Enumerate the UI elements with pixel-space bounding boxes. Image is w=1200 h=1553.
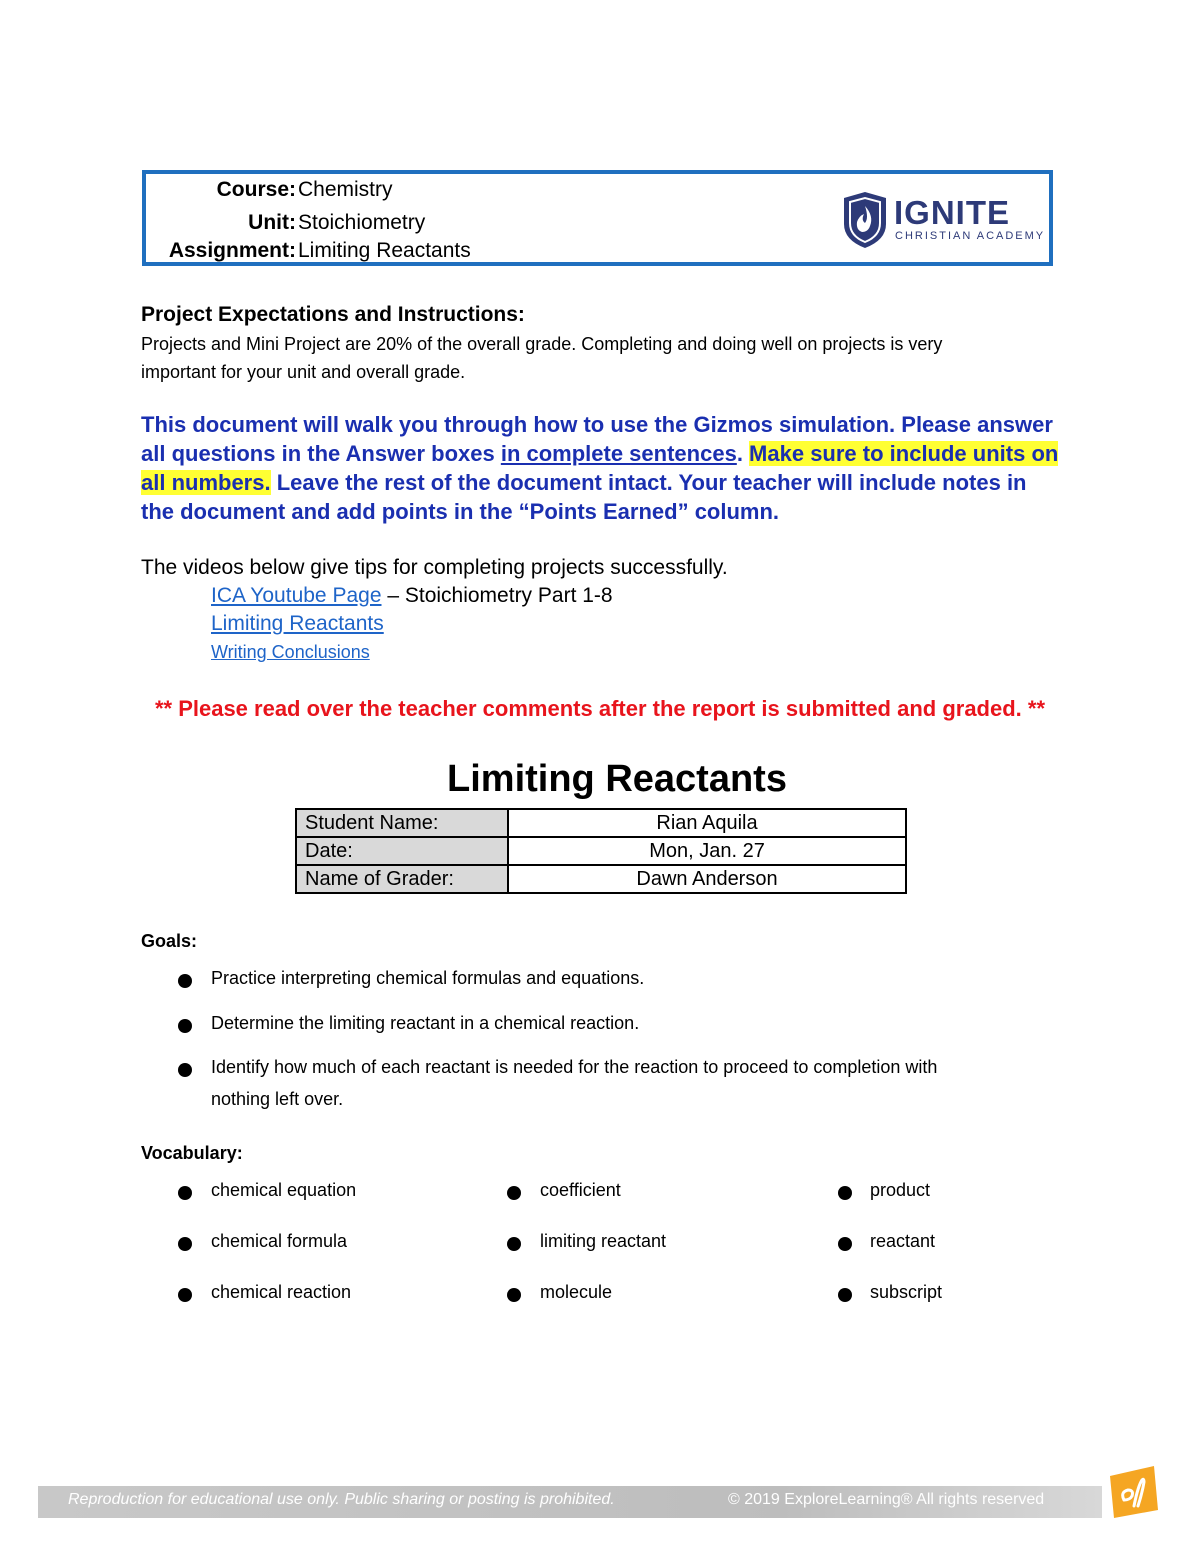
ica-youtube-suffix: – Stoichiometry Part 1-8 [381, 584, 613, 607]
expectations-line-2: important for your unit and overall grade. [141, 362, 466, 382]
logo-name: IGNITE [894, 194, 1011, 231]
video-link-row-3 [211, 642, 370, 663]
student-name-label: Student Name: [296, 809, 508, 837]
vocab-item: subscript [870, 1282, 943, 1302]
bullet-icon [507, 1186, 521, 1200]
instruction-underlined: in complete sentences [500, 441, 737, 466]
instruction-part-1: This document will walk you through how to use the Gizmos simulation. Please answer all questions in the Answer boxes [141, 412, 1053, 466]
grader-label: Name of Grader: [296, 865, 508, 893]
writing-conclusions-link[interactable]: Writing Conclusions [211, 642, 370, 662]
vocab-item: product [870, 1180, 931, 1200]
explorelearning-logo-icon [1104, 1462, 1162, 1522]
flame-shield-icon [840, 190, 890, 250]
vocab-item: chemical reaction [211, 1282, 352, 1302]
table-row [296, 865, 906, 893]
instruction-part-5: Leave the rest of the document intact. Your teacher will include notes in the document and add points in the “Points Earned” column. [141, 470, 1027, 524]
bullet-icon [178, 1186, 192, 1200]
limiting-reactants-link[interactable]: Limiting Reactants [211, 612, 384, 635]
goal-item-1: Practice interpreting chemical formulas and equations. [211, 968, 645, 988]
vocab-item: limiting reactant [540, 1231, 667, 1251]
vocab-item: coefficient [540, 1180, 621, 1200]
unit-row [146, 211, 746, 241]
vocab-item: reactant [870, 1231, 936, 1251]
footer-bar [38, 1486, 1102, 1518]
student-name-value[interactable]: Rian Aquila [508, 809, 906, 837]
goal-item-3-continued: nothing left over. [211, 1089, 344, 1109]
goal-item-2: Determine the limiting reactant in a chemical reaction. [211, 1013, 640, 1033]
bullet-icon [178, 1063, 192, 1077]
videos-intro: The videos below give tips for completing projects successfully. [141, 556, 728, 579]
assignment-label: Assignment: [168, 239, 296, 262]
bullet-icon [838, 1237, 852, 1251]
expectations-line-1: Projects and Mini Project are 20% of the overall grade. Completing and doing well on projects is very [141, 334, 943, 354]
bullet-icon [178, 974, 192, 988]
table-row [296, 809, 906, 837]
date-value[interactable]: Mon, Jan. 27 [508, 837, 906, 865]
bullet-icon [507, 1237, 521, 1251]
bullet-icon [178, 1019, 192, 1033]
goals-heading: Goals: [141, 931, 198, 951]
vocabulary-heading: Vocabulary: [141, 1143, 243, 1163]
unit-value: Stoichiometry [298, 211, 426, 234]
grader-value[interactable]: Dawn Anderson [508, 865, 906, 893]
course-row [146, 178, 746, 208]
course-label: Course: [216, 178, 296, 201]
expectations-heading: Project Expectations and Instructions: [141, 303, 525, 326]
ignite-logo [838, 190, 1046, 250]
bullet-icon [507, 1288, 521, 1302]
vocab-item: molecule [540, 1282, 613, 1302]
bullet-icon [178, 1237, 192, 1251]
video-link-row-2 [211, 612, 384, 636]
unit-label: Unit: [248, 211, 296, 234]
bullet-icon [838, 1288, 852, 1302]
logo-subtitle: CHRISTIAN ACADEMY [895, 230, 1046, 242]
footer-copyright: © 2019 ExploreLearning® All rights reserved [728, 1491, 1045, 1508]
teacher-comments-notice: ** Please read over the teacher comments after the report is submitted and graded. ** [154, 696, 1046, 721]
student-info-table [295, 808, 907, 894]
bullet-icon [178, 1288, 192, 1302]
instruction-highlight: Make sure to include units on all numbers. [141, 441, 1059, 495]
video-link-row-1 [211, 584, 613, 608]
instruction-block [141, 410, 1061, 526]
goal-item-3: Identify how much of each reactant is needed for the reaction to proceed to completion with [211, 1057, 938, 1077]
table-row [296, 837, 906, 865]
course-value: Chemistry [298, 178, 393, 201]
vocab-item: chemical equation [211, 1180, 357, 1200]
ica-youtube-link[interactable]: ICA Youtube Page [211, 584, 382, 607]
vocab-item: chemical formula [211, 1231, 348, 1251]
bullet-icon [838, 1186, 852, 1200]
assignment-row [146, 239, 746, 269]
assignment-value: Limiting Reactants [298, 239, 471, 262]
page-title: Limiting Reactants [447, 758, 787, 800]
date-label: Date: [296, 837, 508, 865]
instruction-part-3: . [736, 441, 750, 466]
footer-reproduction-notice: Reproduction for educational use only. Public sharing or posting is prohibited. [68, 1491, 615, 1508]
